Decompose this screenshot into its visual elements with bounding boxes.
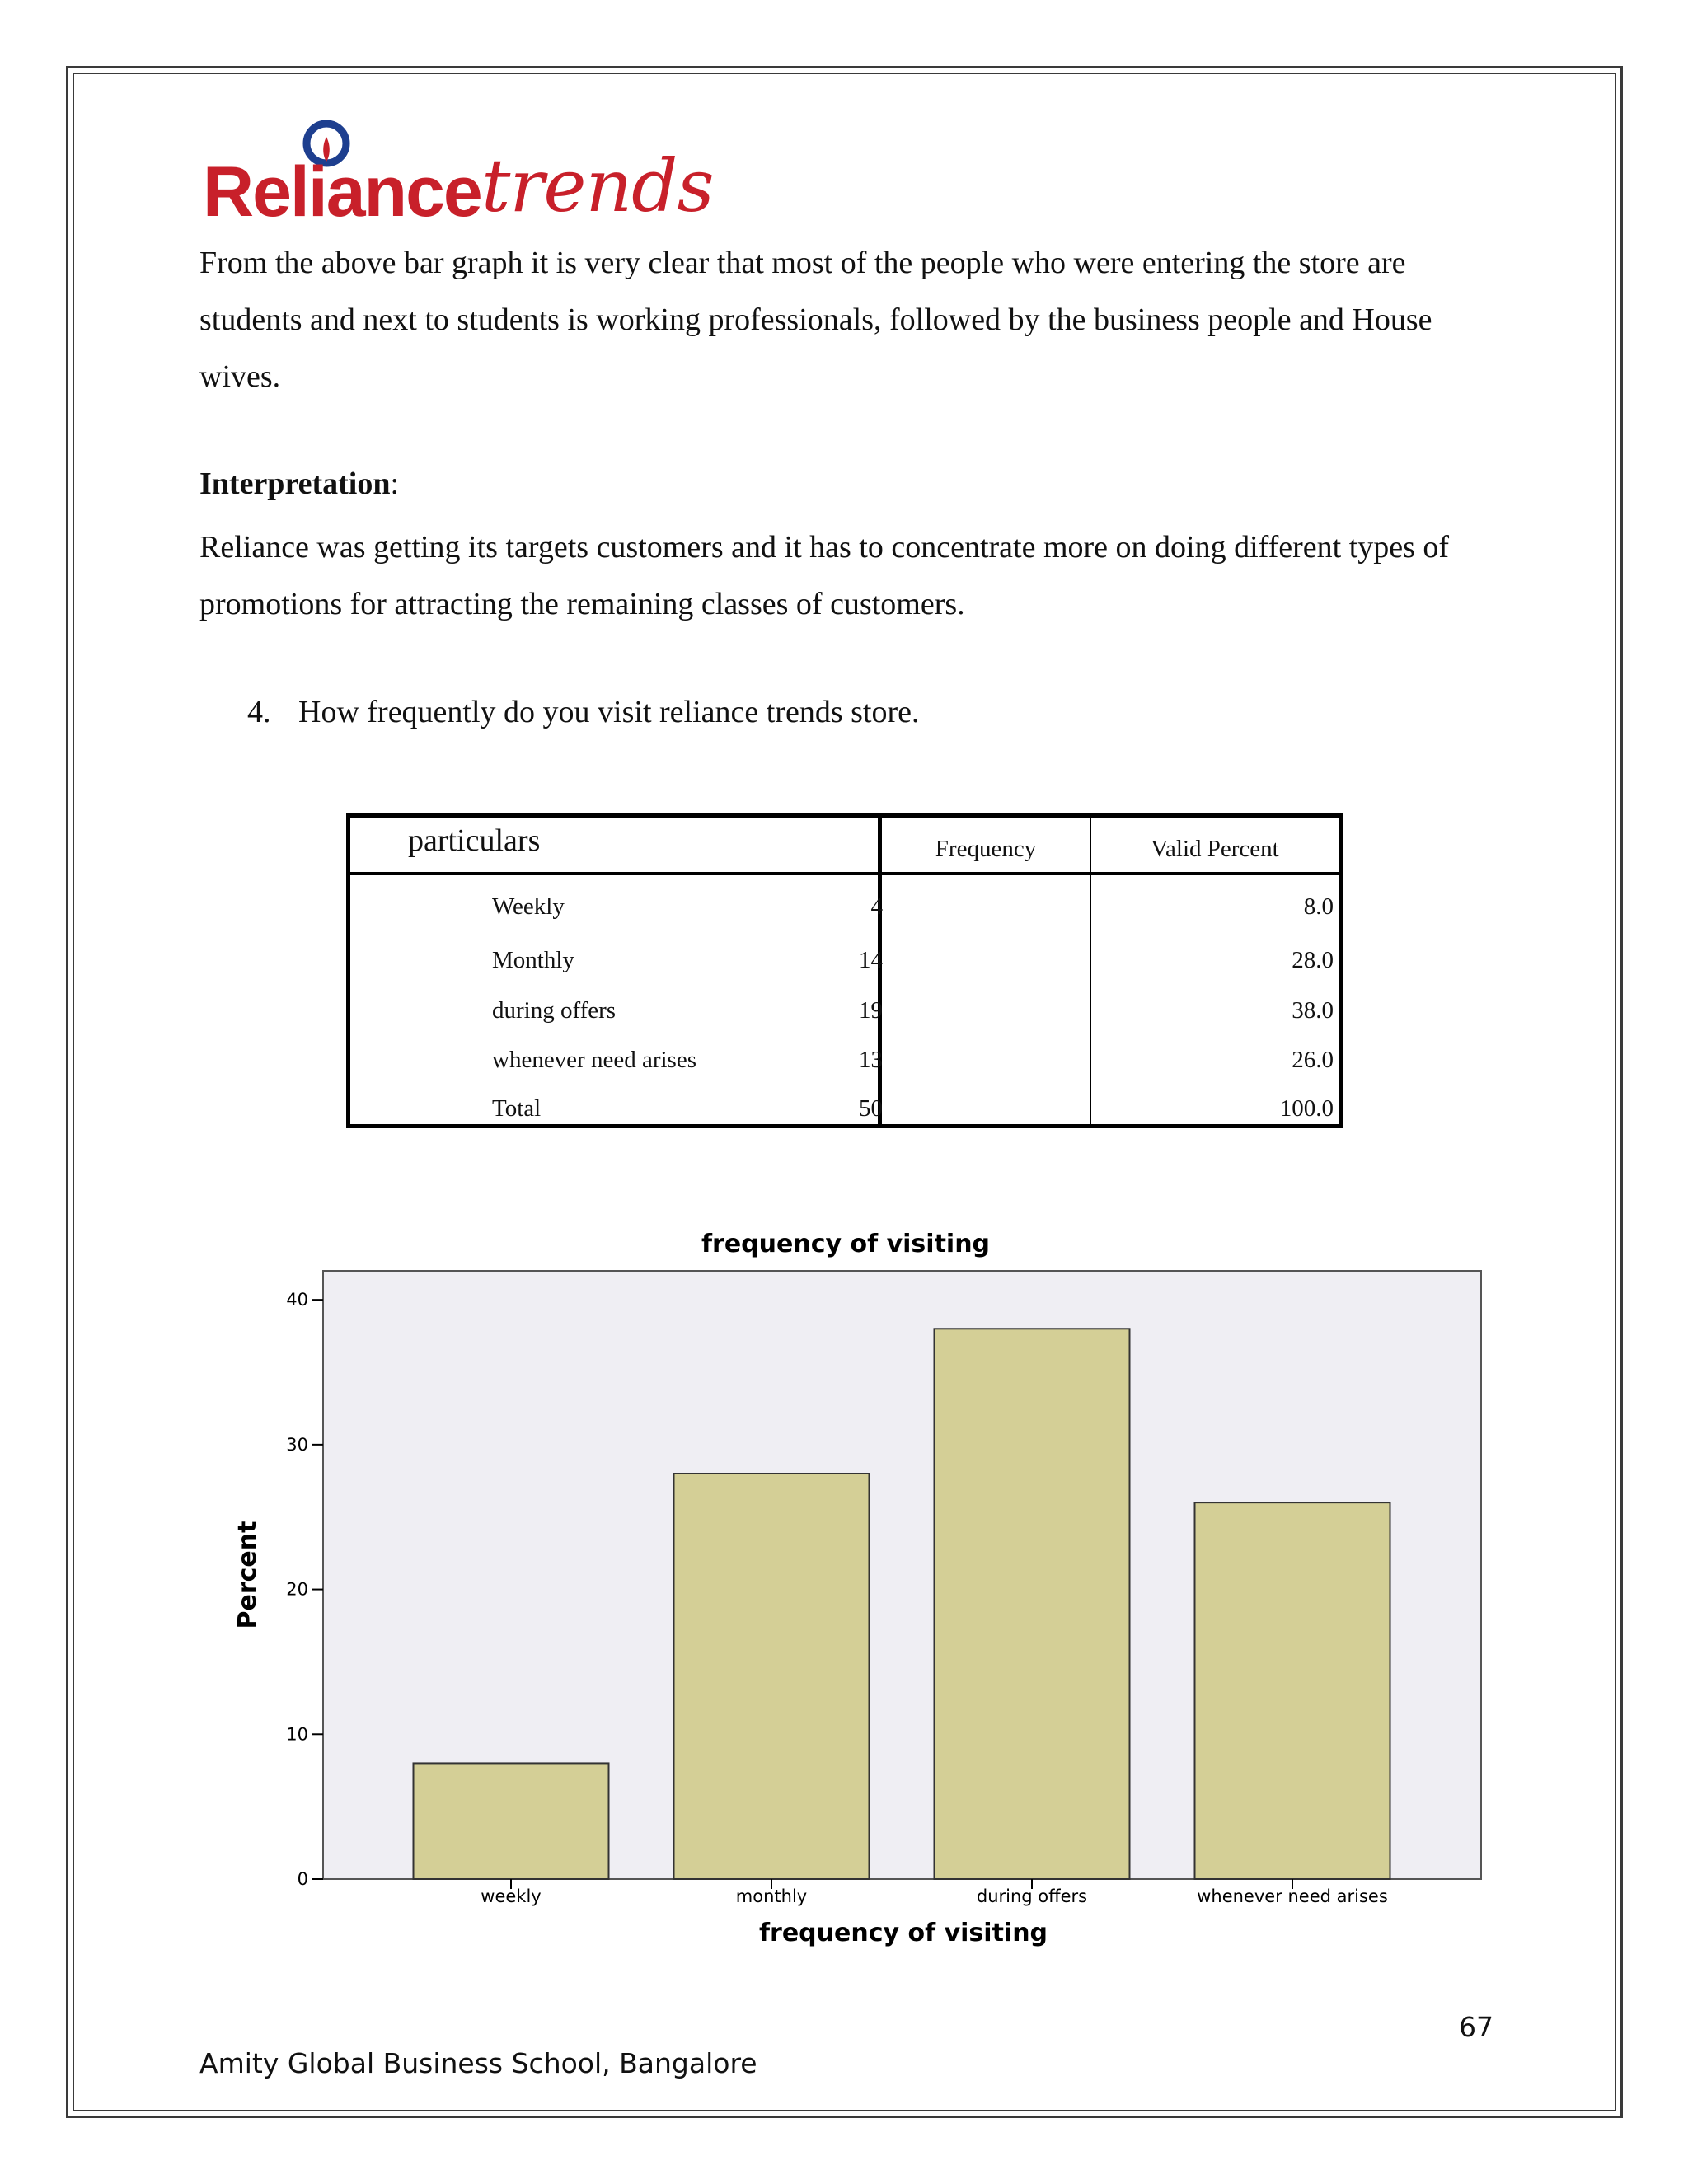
cell-particular: Total	[492, 1095, 542, 1122]
chart-svg	[223, 1228, 1492, 1961]
table-row	[350, 997, 1339, 1030]
x-tick-label: weekly	[481, 1886, 542, 1906]
cell-valid-percent: 8.0	[1303, 893, 1334, 920]
table-row	[350, 1095, 1339, 1128]
x-tick-label: during offers	[976, 1886, 1088, 1906]
logo-reliance-text: Reliance	[203, 152, 481, 232]
chart-title: frequency of visiting	[701, 1230, 991, 1258]
interpretation-colon: :	[390, 466, 400, 501]
cell-valid-percent: 26.0	[1292, 1047, 1334, 1073]
y-axis-title: Percent	[233, 1521, 262, 1629]
x-axis-title: frequency of visiting	[758, 1919, 1048, 1947]
cell-valid-percent: 28.0	[1292, 947, 1334, 973]
cell-frequency: 14	[859, 947, 883, 973]
bar-during-offers	[935, 1329, 1130, 1879]
y-tick-label: 30	[286, 1434, 308, 1455]
cell-particular: Monthly	[492, 947, 574, 973]
header-particulars: particulars	[408, 823, 541, 858]
x-tick-label: monthly	[735, 1886, 808, 1906]
frequency-bar-chart	[223, 1228, 1492, 1961]
interpretation-text: Reliance was getting its targets customers and it has to concentrate more on doing different types of promotions for attracting the remaining classes of customers.	[199, 530, 1450, 621]
question-text: How frequently do you visit reliance trends store.	[298, 695, 920, 729]
cell-frequency: 50	[859, 1095, 883, 1122]
cell-frequency: 19	[859, 997, 883, 1024]
table-row	[350, 947, 1339, 980]
y-tick-label: 20	[286, 1579, 308, 1600]
frequency-table	[346, 813, 1343, 1128]
y-tick-label: 40	[286, 1290, 308, 1310]
question-number: 4.	[247, 695, 271, 729]
header-valid-percent: Valid Percent	[1151, 836, 1279, 862]
table-row	[350, 1047, 1339, 1080]
x-tick-label: whenever need arises	[1197, 1886, 1388, 1906]
bar-monthly	[674, 1474, 870, 1879]
bar-whenever-need-arises	[1195, 1502, 1390, 1879]
y-tick-label: 0	[297, 1869, 308, 1889]
x-axis	[481, 1879, 1388, 1906]
paragraph-bar-graph-summary: From the above bar graph it is very clear that most of the people who were entering the store are students and next to students is working professionals, followed by the business people and House wives.	[199, 246, 1432, 394]
cell-particular: during offers	[492, 997, 617, 1024]
table-header-divider	[350, 872, 1339, 875]
footer-school-name: Amity Global Business School, Bangalore	[199, 2047, 757, 2079]
question-4	[247, 694, 919, 730]
interpretation-heading-text: Interpretation	[199, 466, 391, 501]
cell-valid-percent: 38.0	[1292, 997, 1334, 1024]
y-axis	[286, 1290, 323, 1889]
cell-frequency: 13	[859, 1047, 883, 1073]
page-number: 67	[1459, 2011, 1493, 2043]
y-tick-label: 10	[286, 1724, 308, 1745]
cell-valid-percent: 100.0	[1279, 1095, 1334, 1122]
cell-particular: whenever need arises	[492, 1047, 696, 1073]
bar-weekly	[414, 1763, 609, 1879]
table-row	[350, 893, 1339, 926]
cell-particular: Weekly	[492, 893, 565, 920]
logo-trends-text: trends	[481, 143, 714, 228]
interpretation-heading	[199, 466, 399, 502]
reliance-trends-logo	[203, 120, 714, 234]
header-frequency: Frequency	[935, 836, 1037, 862]
cell-frequency: 4	[870, 893, 883, 920]
